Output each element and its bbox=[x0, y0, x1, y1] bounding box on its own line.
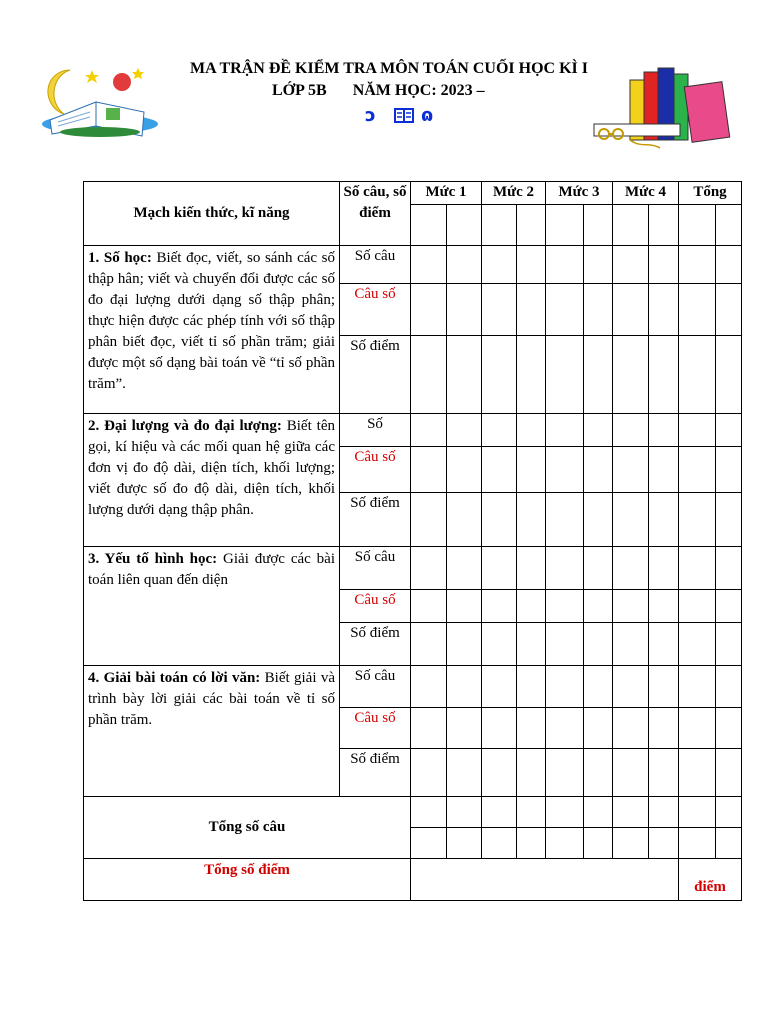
empty-cell bbox=[716, 336, 742, 414]
empty-cell bbox=[584, 336, 613, 414]
empty-cell bbox=[649, 749, 679, 797]
table-row bbox=[84, 859, 742, 901]
empty-cell bbox=[649, 828, 679, 859]
empty-cell bbox=[613, 414, 649, 447]
empty-cell bbox=[679, 547, 716, 590]
header-cell bbox=[649, 205, 679, 246]
empty-cell bbox=[546, 749, 584, 797]
moon-book-clipart-icon bbox=[30, 62, 160, 147]
header-cell bbox=[679, 205, 716, 246]
empty-cell bbox=[584, 828, 613, 859]
empty-cell bbox=[649, 284, 679, 336]
topic-1 bbox=[84, 246, 340, 414]
header-cell bbox=[716, 205, 742, 246]
topic-4 bbox=[84, 666, 340, 797]
header-cell bbox=[517, 205, 546, 246]
empty-cell bbox=[517, 414, 546, 447]
row-label: Số điểm bbox=[340, 493, 411, 547]
empty-cell bbox=[679, 749, 716, 797]
svg-text:ↄ: ↄ bbox=[365, 106, 376, 126]
empty-cell bbox=[447, 797, 482, 828]
row-label: Số điểm bbox=[340, 749, 411, 797]
header-cell bbox=[447, 205, 482, 246]
empty-cell bbox=[411, 336, 447, 414]
row-label: Số câu bbox=[340, 666, 411, 708]
empty-cell bbox=[716, 447, 742, 493]
empty-cell bbox=[613, 828, 649, 859]
class-label: LỚP 5B bbox=[272, 82, 327, 99]
empty-cell bbox=[649, 797, 679, 828]
empty-cell bbox=[613, 590, 649, 623]
empty-cell bbox=[482, 749, 517, 797]
topic-2 bbox=[84, 414, 340, 547]
row-label: Số điểm bbox=[340, 336, 411, 414]
empty-cell bbox=[447, 749, 482, 797]
empty-cell bbox=[517, 623, 546, 666]
empty-cell bbox=[716, 414, 742, 447]
empty-cell bbox=[716, 547, 742, 590]
empty-cell bbox=[584, 447, 613, 493]
empty-cell bbox=[411, 547, 447, 590]
empty-cell bbox=[613, 547, 649, 590]
header-level-2: Mức 2 bbox=[482, 182, 546, 205]
empty-cell bbox=[649, 493, 679, 547]
empty-cell bbox=[482, 336, 517, 414]
empty-cell bbox=[716, 246, 742, 284]
topic-desc: Biết giải và trình bày lời giải các bài toán về tỉ số phần trăm. bbox=[88, 670, 335, 728]
empty-cell bbox=[411, 590, 447, 623]
table-row bbox=[84, 666, 742, 708]
empty-cell bbox=[584, 797, 613, 828]
empty-cell bbox=[517, 336, 546, 414]
empty-cell bbox=[613, 749, 649, 797]
empty-cell bbox=[546, 708, 584, 749]
total-points-cell bbox=[411, 859, 679, 901]
empty-cell bbox=[447, 284, 482, 336]
header-cell bbox=[482, 205, 517, 246]
empty-cell bbox=[584, 590, 613, 623]
header-total: Tổng bbox=[679, 182, 742, 205]
empty-cell bbox=[517, 749, 546, 797]
empty-cell bbox=[482, 246, 517, 284]
empty-cell bbox=[447, 336, 482, 414]
empty-cell bbox=[613, 623, 649, 666]
header-cell bbox=[613, 205, 649, 246]
empty-cell bbox=[649, 336, 679, 414]
empty-cell bbox=[546, 623, 584, 666]
empty-cell bbox=[679, 666, 716, 708]
empty-cell bbox=[613, 797, 649, 828]
empty-cell bbox=[411, 284, 447, 336]
topic-desc: Biết tên gọi, kí hiệu và các mối quan hệ giữa các đơn vị đo độ dài, diện tích, khối lượng; viết được số đo độ dài, diện tích, khối lượng dưới dạng thập phân. bbox=[88, 418, 335, 518]
header-cell bbox=[546, 205, 584, 246]
empty-cell bbox=[679, 493, 716, 547]
row-label: Câu số bbox=[340, 284, 411, 336]
table-row bbox=[84, 797, 742, 828]
topic-3 bbox=[84, 547, 340, 666]
empty-cell bbox=[716, 749, 742, 797]
empty-cell bbox=[517, 246, 546, 284]
empty-cell bbox=[584, 623, 613, 666]
empty-cell bbox=[679, 284, 716, 336]
empty-cell bbox=[546, 828, 584, 859]
empty-cell bbox=[613, 666, 649, 708]
empty-cell bbox=[447, 590, 482, 623]
empty-cell bbox=[649, 708, 679, 749]
book-ornament-icon bbox=[365, 106, 445, 131]
empty-cell bbox=[447, 547, 482, 590]
class-and-year bbox=[272, 82, 507, 100]
empty-cell bbox=[679, 246, 716, 284]
document-title: MA TRẬN ĐỀ KIỂM TRA MÔN TOÁN CUỐI HỌC KÌ I bbox=[190, 60, 588, 77]
table-row bbox=[84, 547, 742, 590]
header-cell bbox=[411, 205, 447, 246]
empty-cell bbox=[546, 284, 584, 336]
topic-title: 2. Đại lượng và đo đại lượng: bbox=[88, 418, 282, 434]
topic-title: 4. Giải bài toán có lời văn: bbox=[88, 670, 261, 686]
header-skill: Mạch kiến thức, kĩ năng bbox=[84, 182, 340, 246]
empty-cell bbox=[613, 493, 649, 547]
empty-cell bbox=[517, 708, 546, 749]
empty-cell bbox=[584, 493, 613, 547]
empty-cell bbox=[584, 749, 613, 797]
empty-cell bbox=[411, 493, 447, 547]
row-label: Câu số bbox=[340, 590, 411, 623]
empty-cell bbox=[482, 414, 517, 447]
row-label: Câu số bbox=[340, 447, 411, 493]
empty-cell bbox=[584, 666, 613, 708]
empty-cell bbox=[411, 666, 447, 708]
empty-cell bbox=[679, 623, 716, 666]
row-label: Câu số bbox=[340, 708, 411, 749]
empty-cell bbox=[546, 797, 584, 828]
empty-cell bbox=[411, 414, 447, 447]
empty-cell bbox=[716, 828, 742, 859]
empty-cell bbox=[649, 666, 679, 708]
empty-cell bbox=[482, 828, 517, 859]
empty-cell bbox=[546, 414, 584, 447]
empty-cell bbox=[613, 246, 649, 284]
table-row bbox=[84, 246, 742, 284]
empty-cell bbox=[517, 547, 546, 590]
empty-cell bbox=[649, 414, 679, 447]
row-label: Số câu bbox=[340, 246, 411, 284]
empty-cell bbox=[517, 284, 546, 336]
empty-cell bbox=[411, 623, 447, 666]
empty-cell bbox=[447, 447, 482, 493]
empty-cell bbox=[546, 336, 584, 414]
empty-cell bbox=[584, 414, 613, 447]
total-points-label: Tổng số điểm bbox=[84, 859, 411, 901]
header-level-3: Mức 3 bbox=[546, 182, 613, 205]
empty-cell bbox=[679, 797, 716, 828]
empty-cell bbox=[411, 828, 447, 859]
empty-cell bbox=[546, 447, 584, 493]
row-label: Số bbox=[340, 414, 411, 447]
empty-cell bbox=[447, 493, 482, 547]
empty-cell bbox=[716, 708, 742, 749]
empty-cell bbox=[584, 708, 613, 749]
empty-cell bbox=[482, 447, 517, 493]
empty-cell bbox=[613, 447, 649, 493]
empty-cell bbox=[517, 666, 546, 708]
empty-cell bbox=[482, 284, 517, 336]
empty-cell bbox=[546, 493, 584, 547]
exam-matrix-table bbox=[83, 181, 742, 901]
empty-cell bbox=[482, 590, 517, 623]
empty-cell bbox=[482, 666, 517, 708]
empty-cell bbox=[716, 797, 742, 828]
topic-title: 3. Yếu tố hình học: bbox=[88, 551, 218, 567]
empty-cell bbox=[482, 708, 517, 749]
empty-cell bbox=[411, 749, 447, 797]
empty-cell bbox=[649, 547, 679, 590]
empty-cell bbox=[411, 246, 447, 284]
empty-cell bbox=[649, 590, 679, 623]
empty-cell bbox=[584, 246, 613, 284]
empty-cell bbox=[613, 336, 649, 414]
empty-cell bbox=[679, 447, 716, 493]
empty-cell bbox=[411, 447, 447, 493]
empty-cell bbox=[517, 797, 546, 828]
empty-cell bbox=[447, 708, 482, 749]
empty-cell bbox=[517, 447, 546, 493]
empty-cell bbox=[447, 828, 482, 859]
empty-cell bbox=[482, 547, 517, 590]
empty-cell bbox=[649, 623, 679, 666]
topic-title: 1. Số học: bbox=[88, 250, 152, 266]
row-label: Số điểm bbox=[340, 623, 411, 666]
empty-cell bbox=[649, 246, 679, 284]
empty-cell bbox=[447, 666, 482, 708]
total-questions-label: Tổng số câu bbox=[84, 797, 411, 859]
empty-cell bbox=[584, 547, 613, 590]
books-stack-clipart-icon bbox=[590, 62, 735, 157]
empty-cell bbox=[482, 797, 517, 828]
header-level-4: Mức 4 bbox=[613, 182, 679, 205]
empty-cell bbox=[482, 493, 517, 547]
empty-cell bbox=[546, 590, 584, 623]
empty-cell bbox=[716, 590, 742, 623]
empty-cell bbox=[411, 708, 447, 749]
svg-text:ɷ: ɷ bbox=[421, 106, 434, 126]
empty-cell bbox=[716, 284, 742, 336]
row-label: Số câu bbox=[340, 547, 411, 590]
school-year: NĂM HỌC: 2023 – bbox=[352, 82, 485, 99]
table-row bbox=[84, 414, 742, 447]
header-count: Số câu, số điểm bbox=[340, 182, 411, 246]
empty-cell bbox=[679, 414, 716, 447]
empty-cell bbox=[679, 708, 716, 749]
header-level-1: Mức 1 bbox=[411, 182, 482, 205]
empty-cell bbox=[447, 623, 482, 666]
empty-cell bbox=[546, 246, 584, 284]
empty-cell bbox=[517, 590, 546, 623]
empty-cell bbox=[584, 284, 613, 336]
empty-cell bbox=[411, 797, 447, 828]
header-cell bbox=[584, 205, 613, 246]
empty-cell bbox=[679, 828, 716, 859]
empty-cell bbox=[447, 246, 482, 284]
topic-desc: Giải được các bài toán liên quan đến diện bbox=[88, 551, 335, 588]
empty-cell bbox=[546, 666, 584, 708]
empty-cell bbox=[613, 708, 649, 749]
empty-cell bbox=[517, 493, 546, 547]
empty-cell bbox=[716, 623, 742, 666]
empty-cell bbox=[649, 447, 679, 493]
topic-desc: Biết đọc, viết, so sánh các số thập hân; viết và chuyển đổi được các số đo đại lượng dưới dạng số thập phân; thực hiện được các phép tính với số thập phân biết đọc, viết tỉ số phần trăm; giải được một số dạng bài toán về “tỉ số phần trăm”. bbox=[88, 250, 335, 392]
empty-cell bbox=[482, 623, 517, 666]
empty-cell bbox=[716, 666, 742, 708]
empty-cell bbox=[716, 493, 742, 547]
empty-cell bbox=[679, 336, 716, 414]
empty-cell bbox=[679, 590, 716, 623]
points-unit: điểm bbox=[679, 859, 742, 901]
empty-cell bbox=[517, 828, 546, 859]
empty-cell bbox=[613, 284, 649, 336]
empty-cell bbox=[447, 414, 482, 447]
empty-cell bbox=[546, 547, 584, 590]
